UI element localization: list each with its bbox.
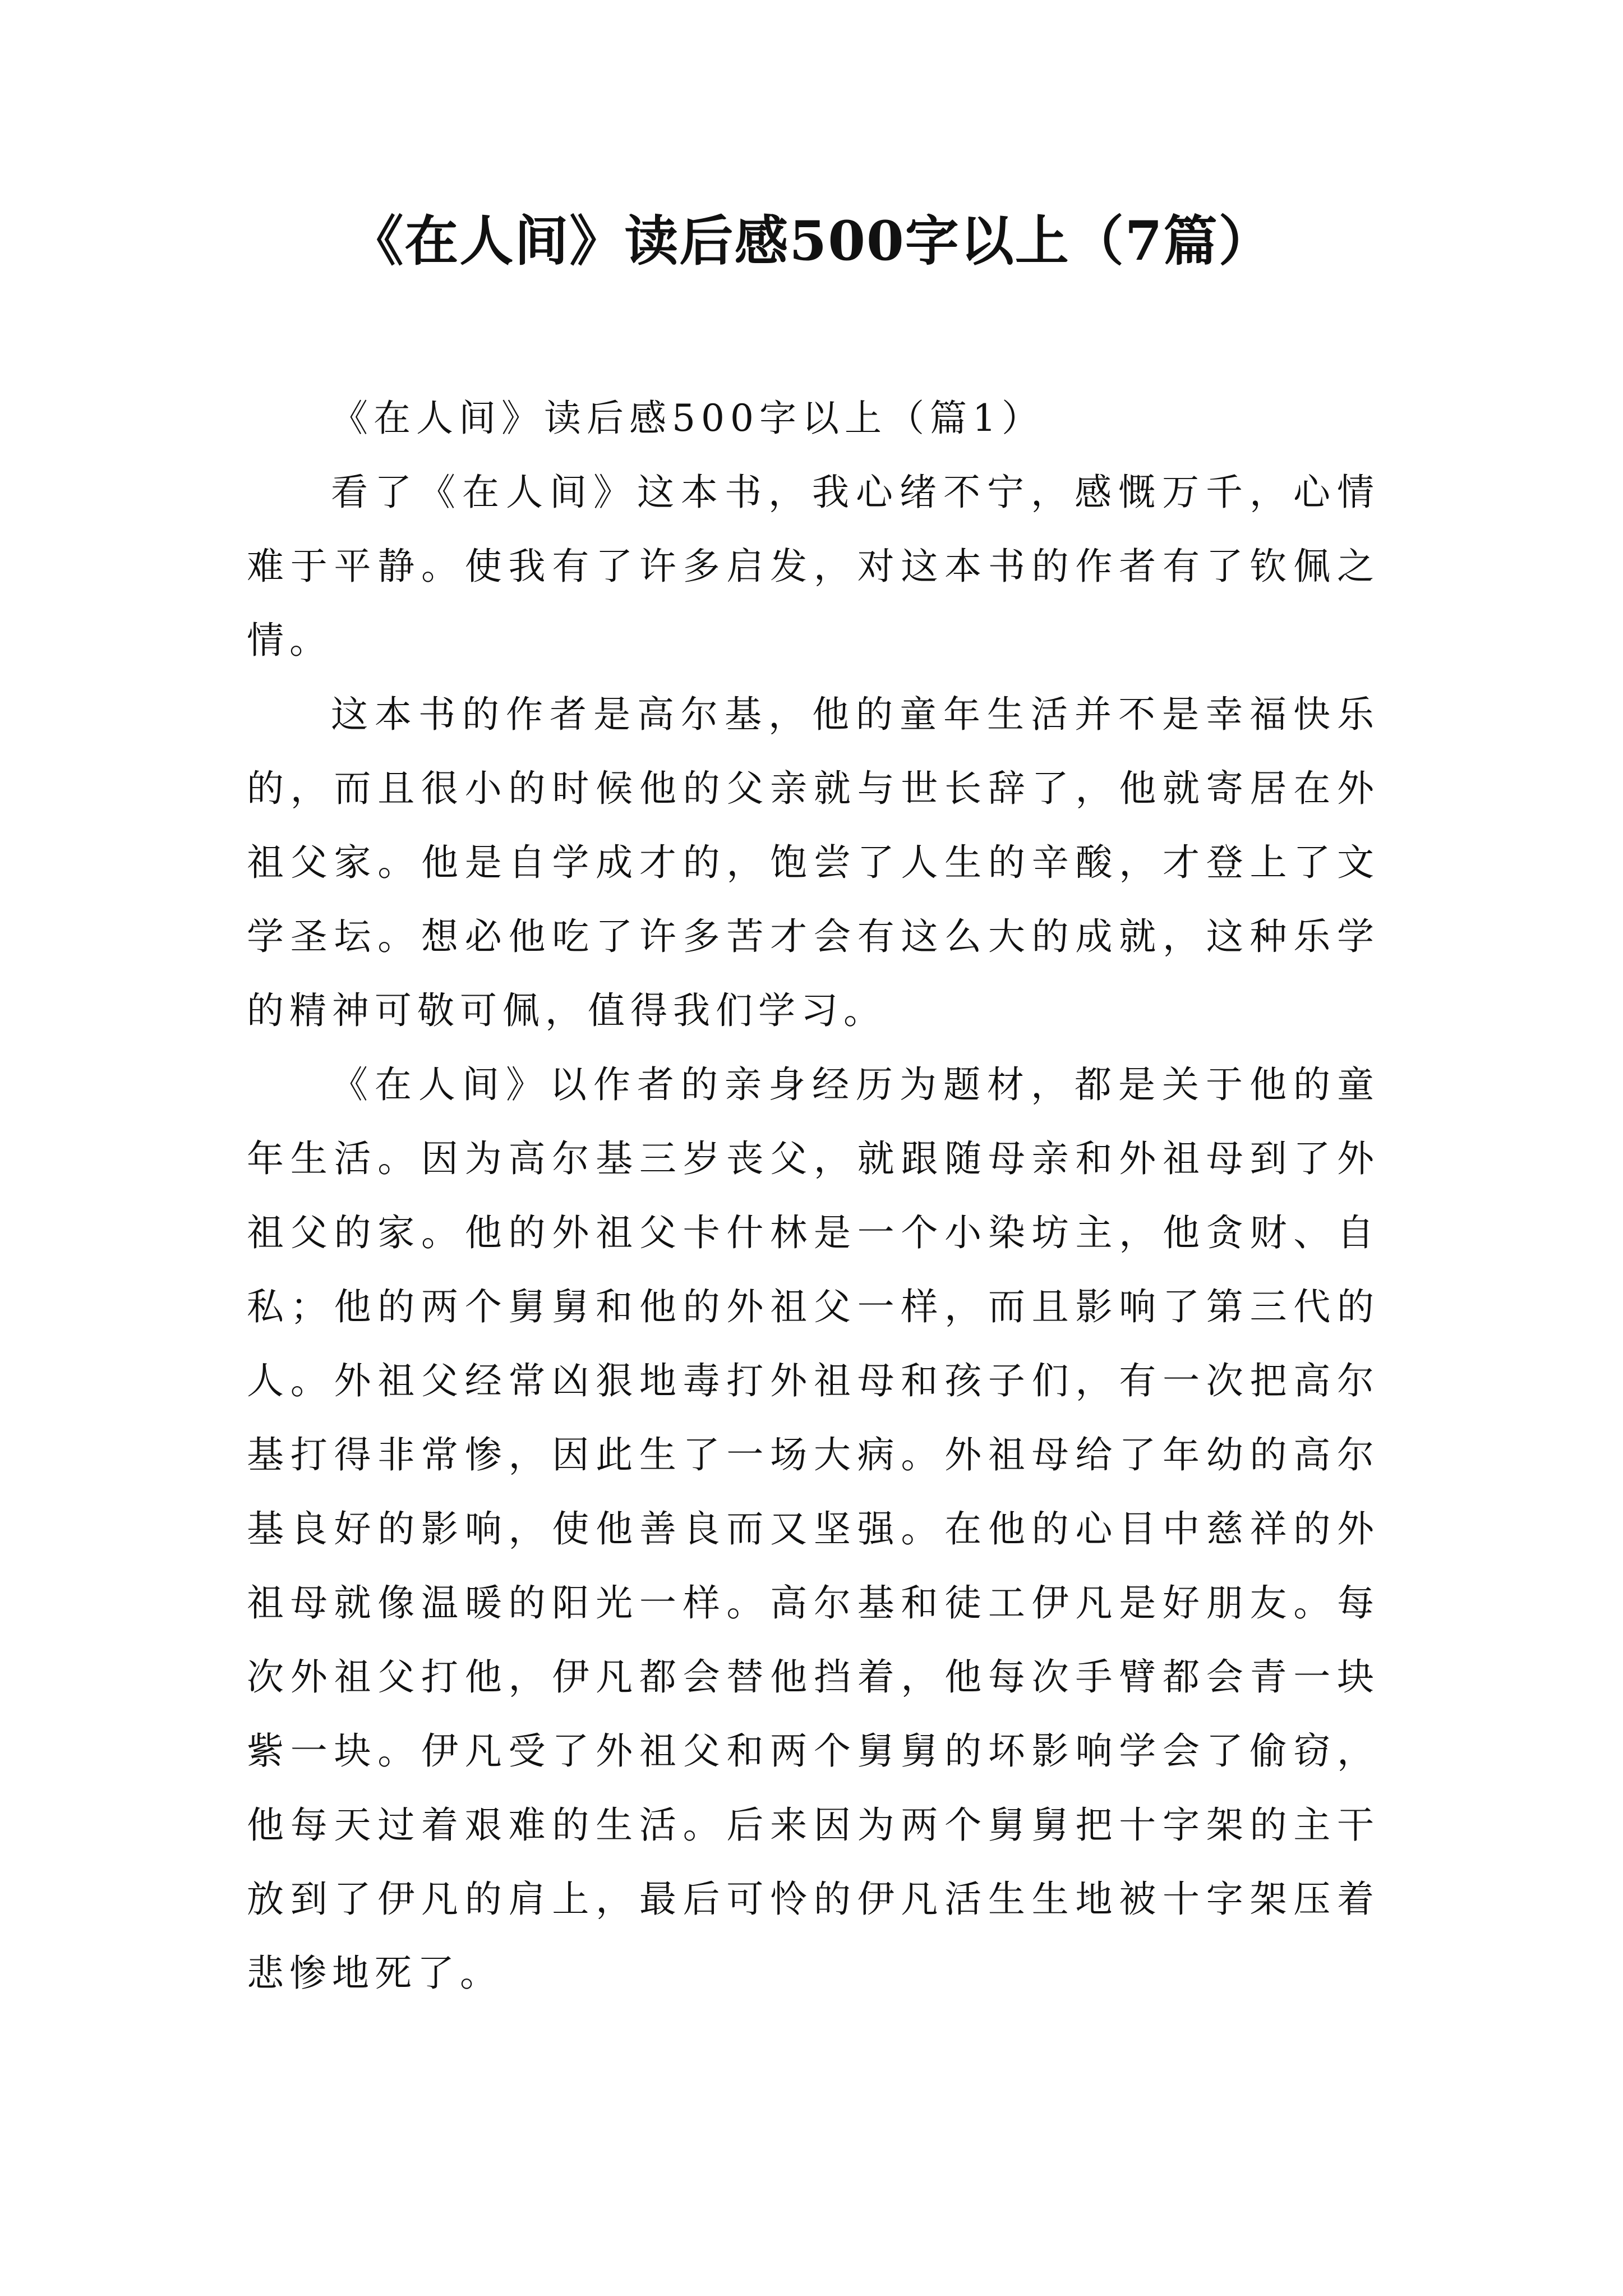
paragraph: 《在人间》以作者的亲身经历为题材，都是关于他的童年生活。因为高尔基三岁丧父，就跟随母亲和外祖母到了外祖父的家。他的外祖父卡什林是一个小染坊主，他贪财、自私；他的两个舅舅和他的外祖父一样，而且影响了第三代的人。外祖父经常凶狠地毒打外祖母和孩子们，有一次把高尔基打得非常惨，因此生了一场大病。外祖母给了年幼的高尔基良好的影响，使他善良而又坚强。在他的心目中慈祥的外祖母就像温暖的阳光一样。高尔基和徒工伊凡是好朋友。每次外祖父打他，伊凡都会替他挡着，他每次手臂都会青一块紫一块。伊凡受了外祖父和两个舅舅的坏影响学会了偷窃，他每天过着艰难的生活。后来因为两个舅舅把十字架的主干放到了伊凡的肩上，最后可怜的伊凡活生生地被十字架压着悲惨地死了。	[247, 1063, 1380, 1995]
paragraph: 看了《在人间》这本书，我心绪不宁，感慨万千，心情难于平静。使我有了许多启发，对这本书的作者有了钦佩之情。	[247, 471, 1380, 662]
document-body	[247, 381, 1380, 2010]
document-title: 《在人间》读后感500字以上（7篇）	[349, 209, 1274, 273]
section-heading: 《在人间》读后感500字以上（篇1）	[331, 397, 1044, 440]
paragraph: 这本书的作者是高尔基，他的童年生活并不是幸福快乐的，而且很小的时候他的父亲就与世长辞了，他就寄居在外祖父家。他是自学成才的，饱尝了人生的辛酸，才登上了文学圣坛。想必他吃了许多苦才会有这么大的成就，这种乐学的精神可敬可佩，值得我们学习。	[247, 693, 1380, 1032]
